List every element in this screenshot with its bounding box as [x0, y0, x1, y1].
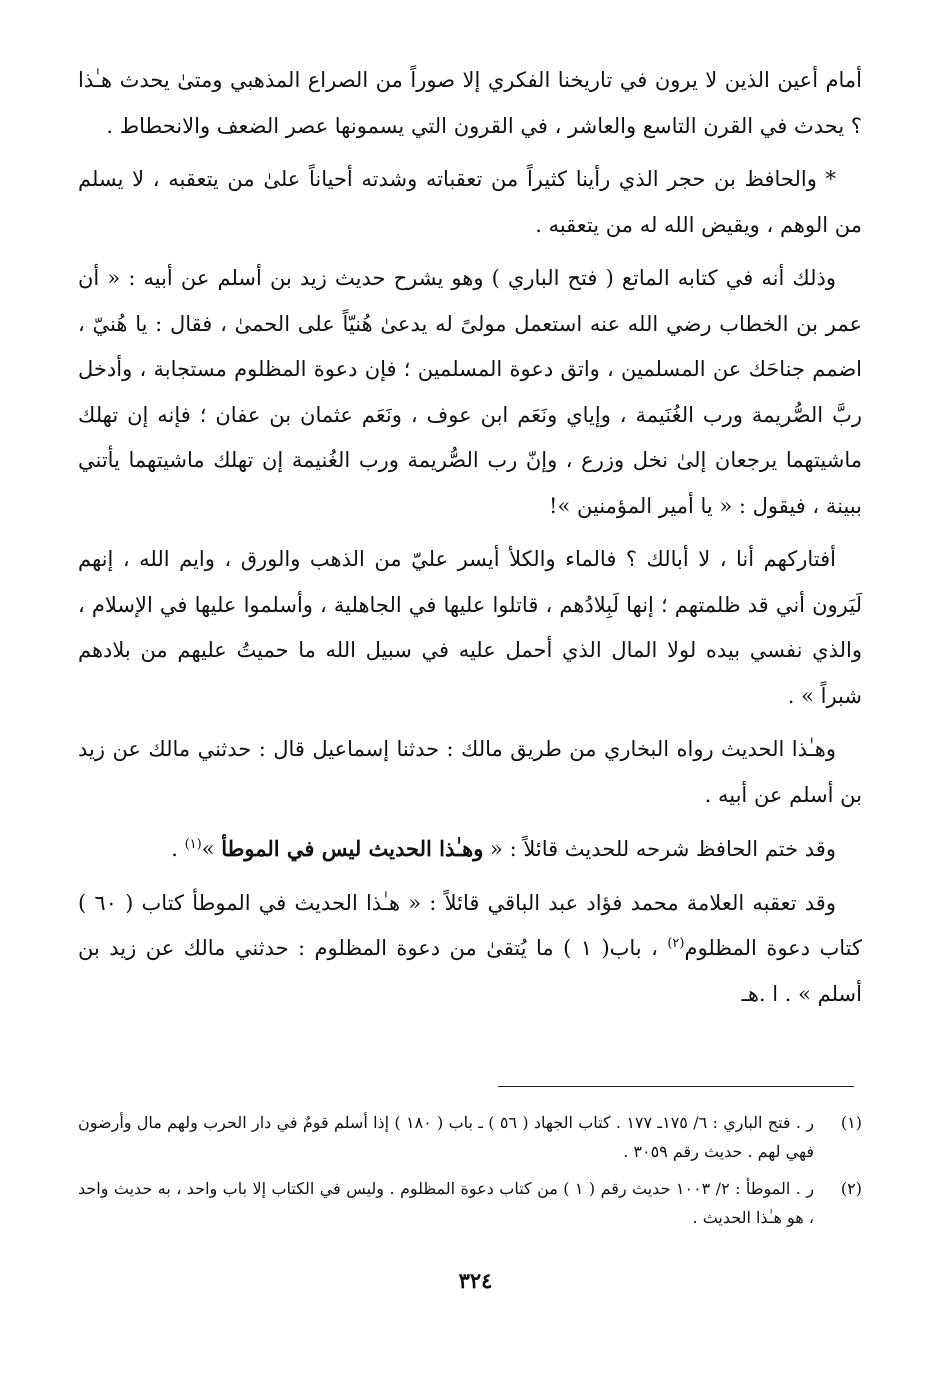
- footnote-divider: [498, 1086, 854, 1087]
- paragraph-4: أفتاركهم أنا ، لا أبالك ؟ فالماء والكلأ أيسر عليّ من الذهب والورق ، وايم الله ، إنهم لَيَرون أني قد ظلمتهم ؛ إنها لَبِلادُهم ، قاتلوا عليها في الجاهلية ، وأسلموا عليها في الإسلام ، والذي نفسي بيده لولا المال الذي أحمل عليه في سبيل الله ما حميتُ عليهم من بلادهم شبراً » .: [78, 547, 862, 708]
- page-number: ٣٢٤: [458, 1268, 493, 1293]
- paragraph-6-intro: وقد ختم الحافظ شرحه للحديث قائلاً : «: [483, 837, 836, 861]
- paragraph-6: [78, 826, 862, 873]
- paragraph-1: أمام أعين الذين لا يرون في تاريخنا الفكري إلا صوراً من الصراع المذهبي ومتىٰ يحدث هـٰذا ؟ يحدث في القرن التاسع والعاشر ، في القرون التي يسمونها عصر الضعف والانحطاط .: [78, 68, 862, 138]
- main-text: [78, 58, 862, 1025]
- paragraph-5: وهـٰذا الحديث رواه البخاري من طريق مالك : حدثنا إسماعيل قال : حدثني مالك عن زيد بن أسلم عن أبيه .: [78, 737, 862, 807]
- paragraph-7: [78, 881, 862, 1018]
- paragraph-6-end: .: [171, 837, 185, 861]
- paragraph-3: وذلك أنه في كتابه الماتع ( فتح الباري ) وهو يشرح حديث زيد بن أسلم عن أبيه : « أن عمر بن الخطاب رضي الله عنه استعمل مولىً له يدعىٰ هُنيّاً على الحمىٰ ، فقال : يا هُنيّ ، اضمم جناحَك عن المسلمين ، واتق دعوة المسلمين ؛ فإن دعوة المظلوم مستجابة ، وأدخل ربَّ الصُّريمة ورب الغُنَيمة ، وإياي ونَعَم ابن عوف ، ونَعَم عثمان بن عفان ؛ فإنه إن تهلك ماشيتهما يرجعان إلىٰ نخل وزرع ، وإنّ رب الصُّريمة ورب الغُنيمة إن تهلك ماشيتهما يأتني ببينة ، فيقول : « يا أمير المؤمنين »!: [78, 266, 862, 518]
- quoted-statement: وهـٰذا الحديث ليس في الموطأ: [221, 836, 484, 861]
- paragraph-6-close-quote: »: [201, 837, 222, 861]
- paragraph-7-intro: وقد تعقبه العلامة محمد فؤاد عبد الباقي قائلاً : « هـٰذا الحديث في الموطأ كتاب ( ٦٠ ) كتاب دعوة المظلوم: [78, 890, 862, 960]
- footnote-number: (١): [840, 1113, 862, 1132]
- paragraph-2: * والحافظ بن حجر الذي رأينا كثيراً من تعقباته وشدته أحياناً علىٰ من يتعقبه ، لا يسلم من الوهم ، ويقيض الله له من يتعقبه .: [78, 167, 862, 237]
- footnotes: [78, 1108, 862, 1240]
- footnote-1: [78, 1108, 862, 1166]
- footnote-2: [78, 1174, 862, 1232]
- footnote-text: ر . فتح الباري : ٦/ ١٧٥ـ ١٧٧ . كتاب الجهاد ( ٥٦ ) ـ باب ( ١٨٠ ) إذا أسلم قومٌ في دار الحرب ولهم مال وأرضون فهي لهم . حديث رقم ٣٠٥٩ .: [78, 1113, 815, 1161]
- footnote-ref-1[interactable]: (١): [184, 837, 202, 852]
- paragraph-7-rest: ، باب( ١ ) ما يُتقىٰ من دعوة المظلوم : حدثني مالك عن زيد بن أسلم » . ا .هـ: [78, 936, 862, 1006]
- footnote-number: (٢): [840, 1179, 862, 1198]
- footnote-ref-2[interactable]: (٢): [667, 936, 685, 951]
- footnote-text: ر . الموطأ : ٢/ ١٠٠٣ حديث رقم ( ١ ) من كتاب دعوة المظلوم . وليس في الكتاب إلا باب واحد ، به حديث واحد ، هو هـٰذا الحديث .: [78, 1179, 814, 1227]
